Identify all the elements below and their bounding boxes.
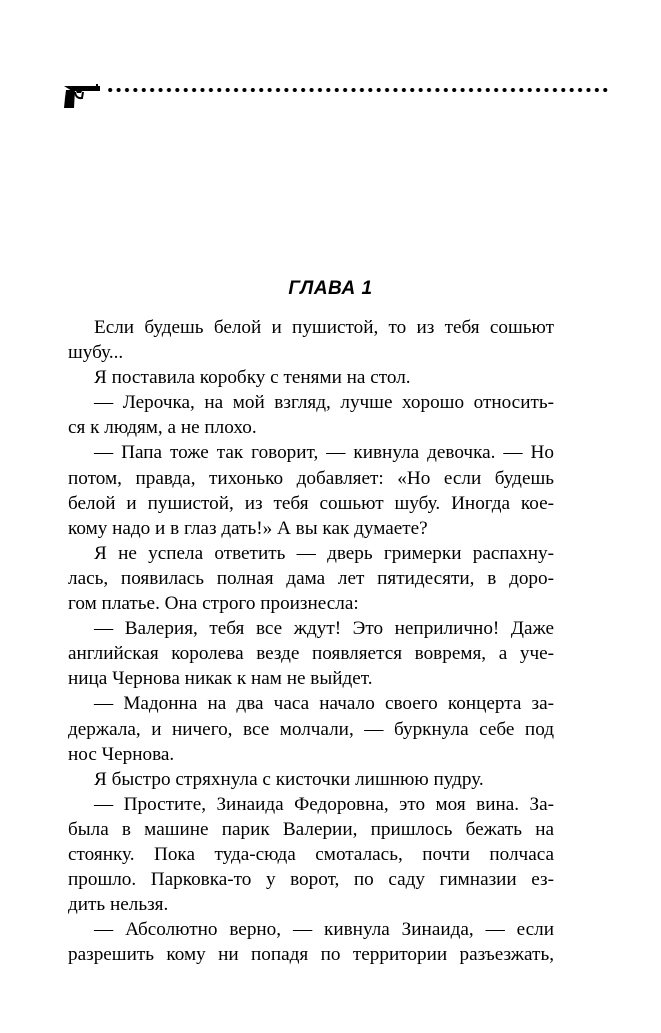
paragraph	[68, 691, 554, 766]
text-line: Я поставила коробку с тенями на стол.	[94, 367, 411, 389]
text-line: гом платье. Она строго произнесла:	[68, 593, 359, 615]
text-line: лась, появилась полная дама лет пятидесяти, в доро-	[68, 567, 554, 589]
text-line: разрешить кому ни попадя по территории разъезжать,	[68, 944, 554, 966]
text-line: английская королева везде появляется вовремя, а уче-	[68, 643, 554, 665]
chapter-title: ГЛАВА 1	[288, 278, 373, 299]
text-line: шубу...	[68, 342, 124, 364]
text-line: ница Чернова никак к нам не выйдет.	[68, 668, 373, 690]
paragraph	[68, 541, 554, 616]
paragraph	[68, 917, 554, 967]
text-line: — Мадонна на два часа начало своего концерта за-	[94, 693, 554, 715]
text-line: держала, и ничего, все молчали, — буркнула себе под	[68, 718, 554, 740]
paragraph	[68, 365, 554, 390]
text-line: потом, правда, тихонько добавляет: «Но если будешь	[68, 467, 554, 489]
text-line: Если будешь белой и пушистой, то из тебя сошьют	[94, 317, 554, 338]
dotted-rule	[106, 87, 611, 93]
text-line: кому надо и в глаз дать!» А вы как думаете?	[68, 517, 428, 539]
text-line: — Валерия, тебя все ждут! Это неприлично! Даже	[94, 618, 554, 640]
text-line: белой и пушистой, из тебя сошьют шубу. Иногда кое-	[68, 492, 554, 514]
paragraph	[68, 315, 554, 365]
paragraph	[68, 440, 554, 540]
text-line: — Абсолютно верно, — кивнула Зинаида, — если	[94, 919, 554, 941]
text-line: Я не успела ответить — дверь гримерки распахну-	[94, 542, 554, 564]
text-line: ся к людям, а не плохо.	[68, 417, 257, 439]
text-line: Я быстро стряхнула с кисточки лишнюю пудру.	[94, 768, 484, 790]
pistol-icon	[62, 80, 102, 110]
text-line: нос Чернова.	[68, 743, 175, 765]
text-line: была в машине парик Валерии, пришлось бежать на	[68, 818, 554, 840]
text-line: — Лерочка, на мой взгляд, лучше хорошо относить-	[94, 392, 554, 414]
paragraph	[68, 390, 554, 440]
paragraph	[68, 792, 554, 917]
text-line: — Папа тоже так говорит, — кивнула девочка. — Но	[94, 442, 554, 464]
paragraph	[68, 616, 554, 691]
text-line: — Простите, Зинаида Федоровна, это моя вина. За-	[94, 793, 554, 815]
text-line: стоянку. Пока туда-сюда смоталась, почти полчаса	[68, 843, 554, 865]
header-ornament	[62, 80, 612, 110]
body-text	[68, 315, 554, 967]
text-line: прошло. Парковка-то у ворот, по саду гимназии ез-	[68, 869, 554, 891]
paragraph	[68, 767, 554, 792]
text-line: дить нельзя.	[68, 894, 169, 916]
